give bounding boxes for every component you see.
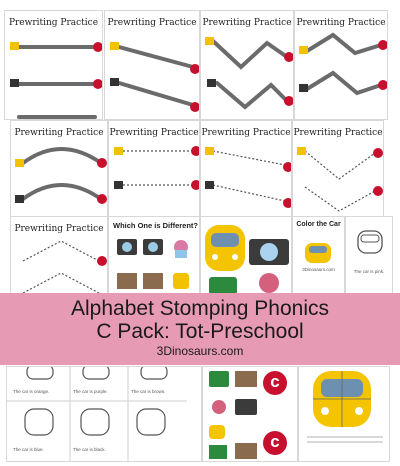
car-icon: [173, 273, 189, 289]
worksheet-title: Prewriting Practice: [107, 18, 197, 28]
worksheet-title: Prewriting Practice: [202, 18, 292, 28]
which-one-different-sheet: [108, 216, 200, 296]
car-puzzle-sheet: [298, 366, 390, 462]
camera-icon: [10, 79, 19, 87]
camera-icon: [207, 79, 216, 87]
car-icon: [205, 225, 245, 271]
camera-icon: [299, 84, 308, 92]
title-banner: [0, 293, 400, 365]
letter-c-icon: [284, 52, 294, 62]
path-drawing: [11, 217, 108, 296]
path-drawing: [293, 121, 384, 220]
path-drawing: [11, 121, 108, 220]
worksheet-title: Prewriting Practice: [201, 128, 291, 138]
bag-icon: [117, 273, 137, 289]
letter-c-icon: [283, 198, 292, 208]
camera-icon: [15, 195, 24, 203]
car-puzzle: [299, 367, 390, 462]
car-icon: [297, 147, 306, 155]
picture-grid: [109, 217, 200, 296]
car-sentence: The car is orange.: [13, 389, 50, 394]
camera-icon: [205, 181, 214, 189]
car-icon: [114, 147, 123, 155]
worksheet-dotted-v: [292, 120, 384, 220]
letter-c-icon: [191, 146, 200, 156]
picture-grid: [201, 217, 292, 296]
letter-c-icon: [378, 40, 388, 50]
worksheet-dotted-diagonal: [200, 120, 292, 220]
letter-c-icon: [373, 186, 383, 196]
car-icon: [299, 46, 308, 54]
coloring-cars-sheet: [6, 366, 202, 462]
banner-title: Alphabet Stomping Phonics: [71, 297, 329, 320]
letter-c-icon: [97, 158, 107, 168]
letter-c-icon: [190, 64, 200, 74]
letter-c-badge: c: [263, 371, 287, 395]
letter-c-icon: [284, 96, 294, 106]
path-drawing: [105, 11, 200, 120]
path-drawing: [201, 121, 292, 220]
path-drawing: [201, 11, 294, 120]
letter-c-icon: [93, 42, 103, 52]
car-icon: [209, 425, 225, 439]
letter-c-icon: [97, 256, 107, 266]
letter-c-icon: [191, 180, 200, 190]
worksheet-dotted-straight: [108, 120, 200, 220]
worksheet-title: Prewriting Practice: [293, 128, 383, 138]
crayons-icon: [209, 445, 227, 459]
cupcake-icon: [212, 400, 226, 414]
car-icon: [205, 37, 214, 45]
color-the-car-sheet: [292, 216, 345, 296]
car-outline: [346, 217, 393, 296]
bag-icon: [235, 443, 257, 459]
big-picture-sheet: [200, 216, 292, 296]
worksheet-arc-lines: [10, 120, 108, 220]
car-icon: [15, 159, 24, 167]
path-drawing: [295, 11, 388, 120]
camera-icon: [235, 399, 257, 415]
car-icon: [110, 42, 119, 50]
coloring-car-pink-sheet: [345, 216, 393, 296]
letter-c-badge: c: [263, 431, 287, 455]
letter-c-icon: [97, 194, 107, 204]
path-drawing: [5, 11, 103, 120]
path-drawing: [109, 121, 200, 220]
picture-sort-sheet: [202, 366, 298, 462]
worksheet-v-lines: [200, 10, 294, 120]
bag-icon: [143, 273, 163, 289]
worksheet-straight-lines: [4, 10, 103, 120]
worksheet-title: Prewriting Practice: [14, 224, 104, 234]
which-one-title: Which One is Different?: [113, 221, 199, 230]
car-icon: [205, 147, 214, 155]
cupcake-icon: [259, 273, 279, 293]
letter-c-icon: [93, 79, 103, 89]
worksheet-title: Prewriting Practice: [109, 128, 199, 138]
worksheet-title: Prewriting Practice: [296, 18, 386, 28]
worksheet-zigzag-lines: [294, 10, 388, 120]
worksheet-dotted-peak: [10, 216, 108, 296]
worksheet-title: Prewriting Practice: [14, 128, 104, 138]
bag-icon: [235, 371, 257, 387]
worksheet-diagonal-lines: [104, 10, 200, 120]
banner-site: 3Dinosaurs.com: [156, 344, 244, 358]
site-credit: 3Dinosaurs.com: [302, 267, 335, 272]
car-sentence: The car is brown.: [131, 389, 166, 394]
camera-icon: [114, 181, 123, 189]
worksheet-title: Prewriting Practice: [8, 18, 99, 28]
crayons-icon: [209, 371, 229, 387]
car-sentence: The car is purple.: [73, 389, 108, 394]
banner-subtitle: C Pack: Tot-Preschool: [96, 320, 304, 343]
color-car-title: Color the Car: [296, 221, 341, 228]
letter-c-icon: [373, 148, 383, 158]
letter-c-icon: [283, 162, 292, 172]
car-icon: [10, 42, 19, 50]
car-sentence: The car is pink.: [353, 269, 385, 274]
letter-c-icon: [190, 102, 200, 112]
letter-c-icon: [378, 80, 388, 90]
car-sentence: The car is black.: [73, 447, 106, 452]
car-sentence: The car is blue.: [13, 447, 44, 452]
camera-icon: [110, 78, 119, 86]
car-picture: [293, 217, 345, 296]
